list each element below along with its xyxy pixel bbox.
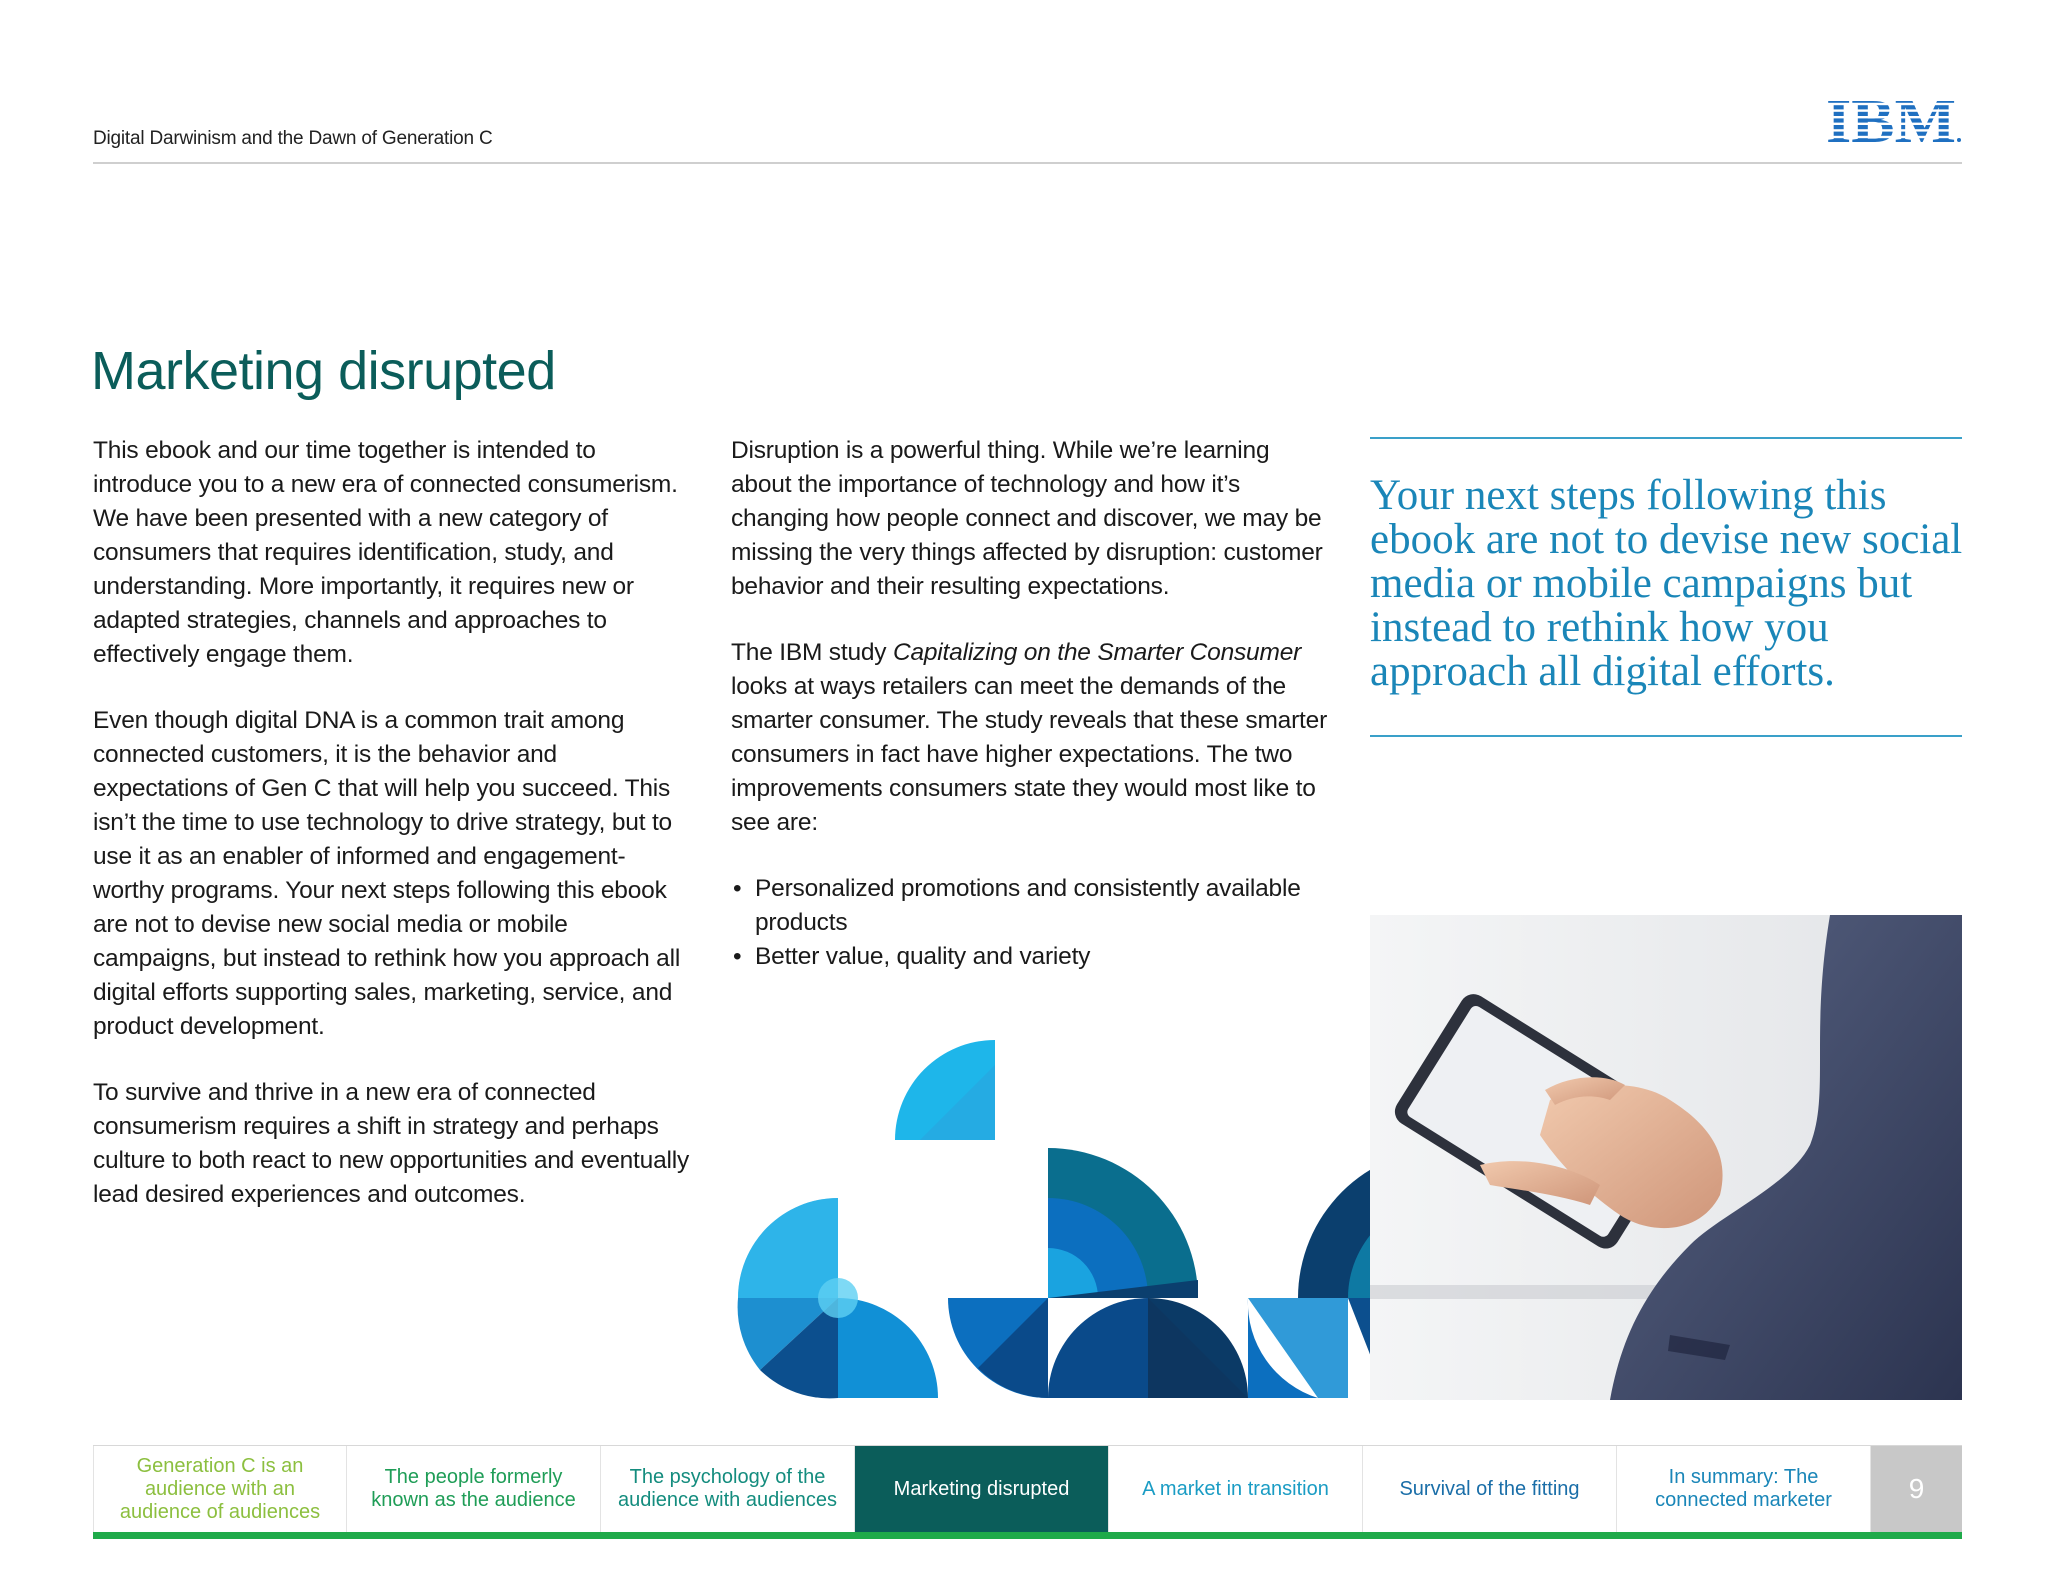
pull-quote-bottom-rule: [1370, 735, 1962, 737]
body-column-left: [93, 434, 693, 1244]
paragraph-text: The IBM study: [731, 639, 893, 666]
bullet-list: [731, 872, 1331, 974]
nav-tab-people-formerly-known[interactable]: The people formerly known as the audience: [347, 1446, 601, 1532]
nav-tab-in-summary[interactable]: In summary: The connected marketer: [1617, 1446, 1871, 1532]
nav-tab-survival-of-the-fitting[interactable]: Survival of the fitting: [1363, 1446, 1617, 1532]
body-column-middle: [731, 434, 1331, 974]
paragraph: [731, 636, 1331, 840]
paragraph-text: looks at ways retailers can meet the demands of the smarter consumer. The study reveals that these smarter consumers in fact have higher expectations. The two improvements consumers state they would most like to see are:: [731, 673, 1328, 836]
nav-tab-psychology-of-audience[interactable]: The psychology of the audience with audiences: [601, 1446, 855, 1532]
paragraph: Even though digital DNA is a common trait among connected customers, it is the behavior and expectations of Gen C that will help you succeed. This isn’t the time to use technology to drive strategy, but to use it as an enabler of informed and engagement-worthy programs. Your next steps following this ebook are not to devise new social media or mobile campaigns, but instead to rethink how you approach all digital efforts supporting sales, marketing, service, and product development.: [93, 707, 681, 1040]
paragraph: Disruption is a powerful thing. While we’re learning about the importance of technology and how it’s changing how people connect and discover, we may be missing the very things affected by disruption: customer behavior and their resulting expectations.: [731, 437, 1323, 600]
pull-quote: Your next steps following this ebook are not to devise new social media or mobile campaigns but instead to rethink how you approach all digital efforts.: [1370, 472, 1963, 695]
list-item: • Personalized promotions and consistently available products: [731, 872, 1331, 940]
paragraph: To survive and thrive in a new era of connected consumerism requires a shift in strategy and perhaps culture to both react to new opportunities and eventually lead desired experiences and outcomes.: [93, 1079, 690, 1208]
section-navigation: [93, 1445, 1962, 1539]
document-title: Digital Darwinism and the Dawn of Generation C: [93, 128, 493, 149]
header-divider: [93, 162, 1962, 164]
decorative-quarter-circles-graphic: [730, 1030, 1450, 1402]
nav-tab-marketing-disrupted[interactable]: Marketing disrupted: [855, 1446, 1109, 1532]
pull-quote-top-rule: [1370, 437, 1962, 439]
nav-tab-market-in-transition[interactable]: A market in transition: [1109, 1446, 1363, 1532]
list-item: • Better value, quality and variety: [731, 940, 1331, 974]
paragraph: This ebook and our time together is intended to introduce you to a new era of connected consumerism. We have been presented with a new category of consumers that requires identification, study, and understanding. More importantly, it requires new or adapted strategies, channels and approaches to effectively engage them.: [93, 437, 678, 668]
ibm-logo: [1826, 92, 1962, 146]
nav-tab-generation-c[interactable]: Generation C is an audience with an audience of audiences: [93, 1446, 347, 1532]
page-number: 9: [1871, 1446, 1962, 1532]
hand-holding-tablet-photo: [1370, 915, 1962, 1400]
page-title: Marketing disrupted: [91, 341, 556, 401]
study-title: Capitalizing on the Smarter Consumer: [892, 639, 1302, 666]
